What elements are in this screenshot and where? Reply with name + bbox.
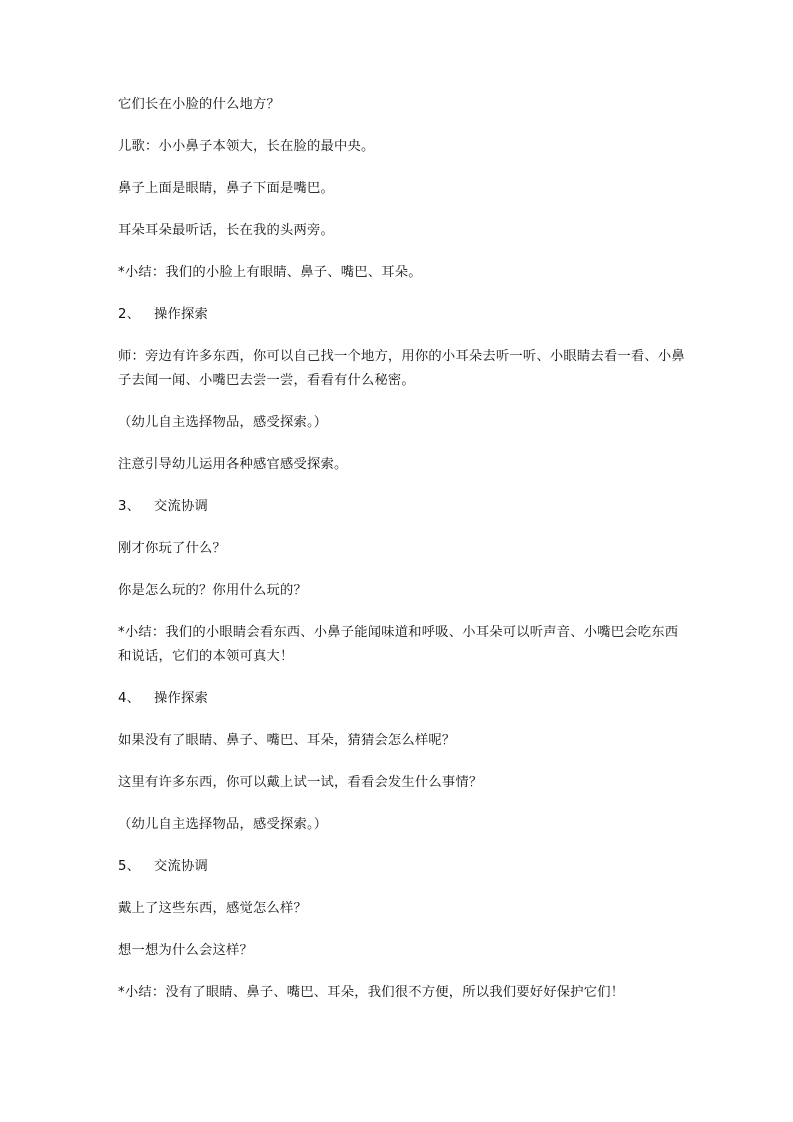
- section-title: 交流协调: [154, 499, 208, 514]
- section-heading-4: [118, 687, 688, 711]
- section-title: 操作探索: [154, 691, 208, 706]
- section-heading-3: [118, 495, 688, 519]
- paragraph-rhyme-3: 耳朵耳朵最听话，长在我的头两旁。: [118, 223, 334, 238]
- paragraph-summary-1: *小结：我们的小脸上有眼睛、鼻子、嘴巴、耳朵。: [118, 265, 422, 280]
- paragraph-question: 它们长在小脸的什么地方？: [118, 97, 280, 112]
- section-heading-5: [118, 855, 688, 879]
- paragraph-question: 如果没有了眼睛、鼻子、嘴巴、耳朵，猜猜会怎么样呢？: [118, 733, 456, 748]
- paragraph-question: 刚才你玩了什么？: [118, 541, 226, 556]
- section-title: 交流协调: [154, 859, 208, 874]
- paragraph-summary-2: *小结：我们的小眼睛会看东西、小鼻子能闻味道和呼吸、小耳朵可以听声音、小嘴巴会吃东西和说话，它们的本领可真大！: [118, 625, 679, 664]
- section-heading-2: [118, 303, 688, 327]
- document-page: [118, 93, 688, 1005]
- paragraph-question: 戴上了这些东西，感觉怎么样？: [118, 901, 307, 916]
- paragraph-summary-3: *小结：没有了眼睛、鼻子、嘴巴、耳朵，我们很不方便，所以我们要好好保护它们！: [118, 985, 625, 1000]
- paragraph-instruction: 这里有许多东西，你可以戴上试一试，看看会发生什么事情？: [118, 775, 483, 790]
- paragraph-question: 你是怎么玩的？你用什么玩的？: [118, 583, 307, 598]
- section-title: 操作探索: [154, 307, 208, 322]
- paragraph-rhyme-1: 儿歌：小小鼻子本领大，长在脸的最中央。: [118, 139, 375, 154]
- section-number: 5、: [118, 859, 141, 874]
- paragraph-note: （幼儿自主选择物品，感受探索。）: [118, 415, 328, 430]
- section-number: 2、: [118, 307, 141, 322]
- paragraph-teacher-instruction: 师：旁边有许多东西，你可以自己找一个地方，用你的小耳朵去听一听、小眼睛去看一看、小鼻子去闻一闻、小嘴巴去尝一尝，看看有什么秘密。: [118, 349, 685, 388]
- paragraph-guidance: 注意引导幼儿运用各种感官感受探索。: [118, 457, 348, 472]
- paragraph-rhyme-2: 鼻子上面是眼睛，鼻子下面是嘴巴。: [118, 181, 334, 196]
- section-number: 4、: [118, 691, 141, 706]
- paragraph-question: 想一想为什么会这样？: [118, 943, 253, 958]
- paragraph-note: （幼儿自主选择物品，感受探索。）: [118, 817, 328, 832]
- section-number: 3、: [118, 499, 141, 514]
